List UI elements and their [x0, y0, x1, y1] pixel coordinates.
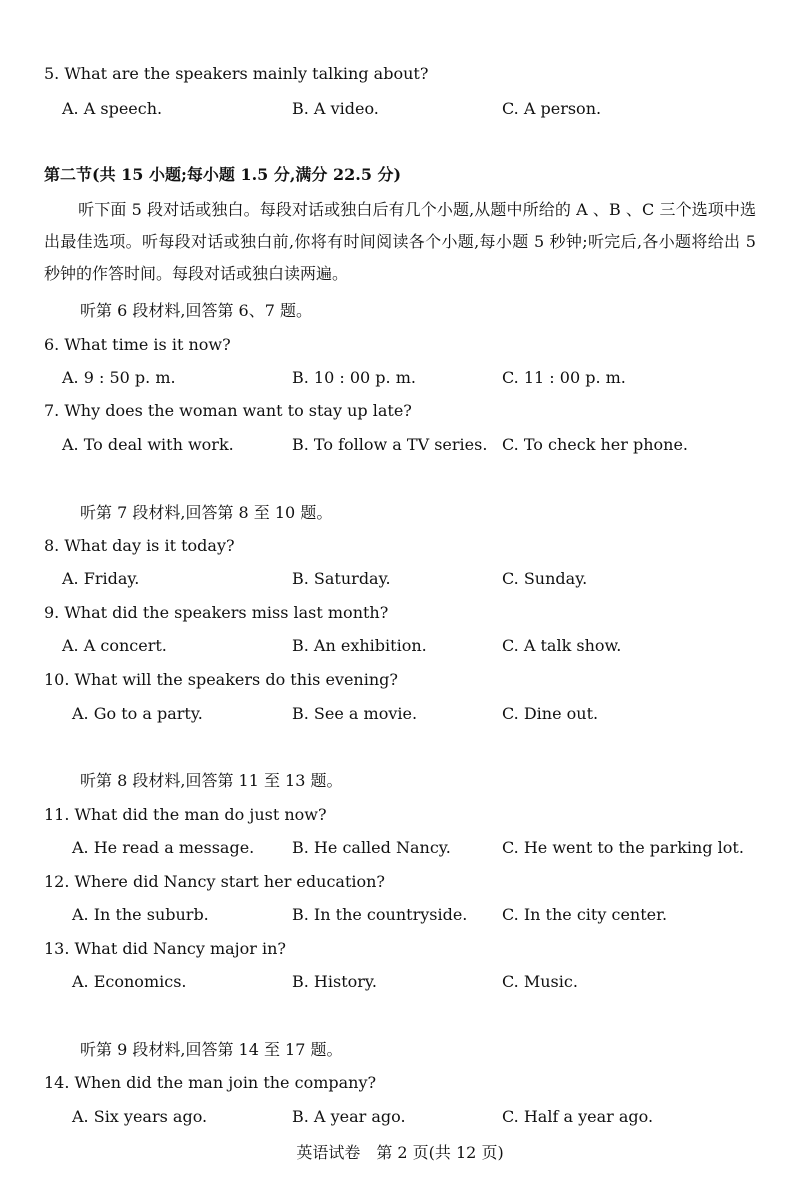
question-6-option-c: C. 11 : 00 p. m. — [502, 368, 626, 387]
group-7-lead: 听第 7 段材料,回答第 8 至 10 题。 — [80, 503, 333, 522]
question-7-option-b: B. To follow a TV series. — [292, 435, 488, 454]
question-14-option-b: B. A year ago. — [292, 1107, 406, 1126]
question-11-option-b: B. He called Nancy. — [292, 838, 451, 857]
question-8-stem: 8. What day is it today? — [44, 536, 235, 555]
section-2-title: 第二节(共 15 小题;每小题 1.5 分,满分 22.5 分) — [44, 165, 402, 184]
question-10-option-a: A. Go to a party. — [72, 704, 203, 723]
question-9-option-b: B. An exhibition. — [292, 636, 427, 655]
question-9-stem: 9. What did the speakers miss last month? — [44, 603, 389, 622]
group-8-lead: 听第 8 段材料,回答第 11 至 13 题。 — [80, 771, 343, 790]
question-5-option-b: B. A video. — [292, 99, 379, 118]
question-10-option-c: C. Dine out. — [502, 704, 599, 723]
question-7-stem: 7. Why does the woman want to stay up late? — [44, 401, 412, 420]
question-6-stem: 6. What time is it now? — [44, 335, 231, 354]
question-5-option-a: A. A speech. — [62, 99, 163, 118]
group-9-lead: 听第 9 段材料,回答第 14 至 17 题。 — [80, 1040, 343, 1059]
question-13-option-c: C. Music. — [502, 972, 578, 991]
question-6-option-a: A. 9 : 50 p. m. — [62, 368, 176, 387]
question-10-stem: 10. What will the speakers do this evening? — [44, 670, 398, 689]
question-13-stem: 13. What did Nancy major in? — [44, 939, 286, 958]
question-9-option-c: C. A talk show. — [502, 636, 622, 655]
question-13-option-a: A. Economics. — [72, 972, 187, 991]
question-14-stem: 14. When did the man join the company? — [44, 1073, 377, 1092]
question-11-option-c: C. He went to the parking lot. — [502, 838, 744, 857]
question-8-option-c: C. Sunday. — [502, 569, 588, 588]
question-7-option-a: A. To deal with work. — [62, 435, 234, 454]
question-12-option-b: B. In the countryside. — [292, 905, 468, 924]
group-6-lead: 听第 6 段材料,回答第 6、7 题。 — [80, 301, 312, 320]
question-9-option-a: A. A concert. — [62, 636, 167, 655]
question-11-stem: 11. What did the man do just now? — [44, 805, 327, 824]
section-2-instructions — [44, 194, 756, 290]
question-12-option-c: C. In the city center. — [502, 905, 668, 924]
question-8-option-a: A. Friday. — [62, 569, 140, 588]
question-6-option-b: B. 10 : 00 p. m. — [292, 368, 416, 387]
section-2-instructions-text: 听下面 5 段对话或独白。每段对话或独白后有几个小题,从题中所给的 A 、B 、C 三个选项中选出最佳选项。听每段对话或独白前,你将有时间阅读各个小题,每小题 5 秒钟;听完后,各小题将给出 5 秒钟的作答时间。每段对话或独白读两遍。 — [44, 200, 756, 283]
question-10-option-b: B. See a movie. — [292, 704, 418, 723]
question-13-option-b: B. History. — [292, 972, 377, 991]
question-5-stem: 5. What are the speakers mainly talking about? — [44, 64, 429, 83]
question-5-option-c: C. A person. — [502, 99, 602, 118]
question-14-option-a: A. Six years ago. — [72, 1107, 208, 1126]
question-14-option-c: C. Half a year ago. — [502, 1107, 654, 1126]
question-8-option-b: B. Saturday. — [292, 569, 391, 588]
question-7-option-c: C. To check her phone. — [502, 435, 689, 454]
question-11-option-a: A. He read a message. — [72, 838, 255, 857]
page-footer: 英语试卷 第 2 页(共 12 页) — [296, 1143, 504, 1162]
question-12-option-a: A. In the suburb. — [72, 905, 209, 924]
question-12-stem: 12. Where did Nancy start her education? — [44, 872, 385, 891]
